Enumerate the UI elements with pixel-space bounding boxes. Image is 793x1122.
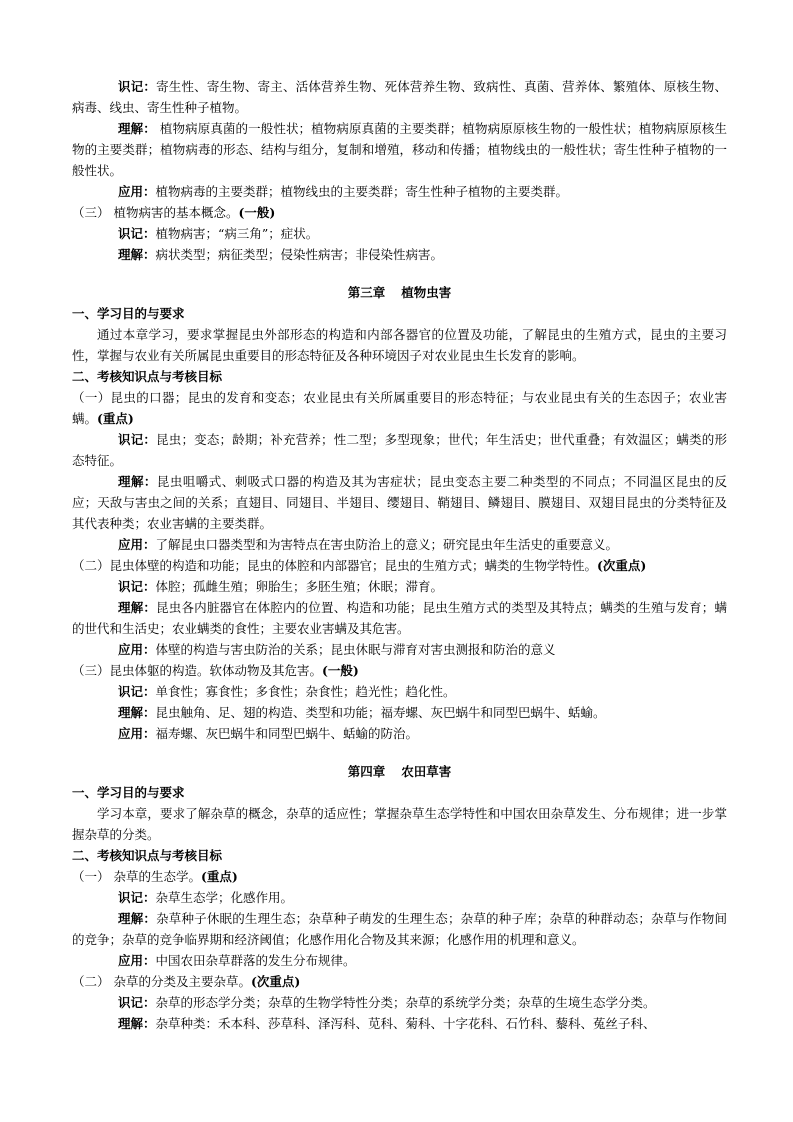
- ch3-point-2: （二）昆虫体壁的构造和功能；昆虫的体腔和内部器官；昆虫的生殖方式；螨类的生物学特性。(次重点): [72, 558, 647, 573]
- document-page: [72, 76, 727, 1034]
- ch2-s3-memorize: 识记：植物病害；“病三角”；症状。: [118, 226, 319, 241]
- ch2-memorize: [72, 76, 727, 118]
- ch3-p3-apply: 应用：福寿螺、灰巴蜗牛和同型巴蜗牛、蛞蝓的防治。: [118, 726, 419, 741]
- label-memorize: 识记：: [118, 79, 157, 94]
- chapter-3-title: 第三章 植物虫害: [347, 285, 452, 300]
- text: 寄生性、寄生物、寄主、活体营养生物、死体营养生物、致病性、真菌、营养体、繁殖体、原核生物、病毒、线虫、寄生性种子植物。: [72, 79, 727, 115]
- ch4-point-2: （二） 杂草的分类及主要杂草。(次重点): [72, 974, 301, 989]
- chapter-4-title: 第四章 农田草害: [347, 764, 452, 779]
- ch3-p3-memorize: 识记：单食性；寡食性；多食性；杂食性；趋光性；趋化性。: [118, 684, 456, 699]
- ch3-p2-understand: 理解：昆虫各内脏器官在体腔内的位置、构造和功能；昆虫生殖方式的类型及其特点；螨类的生殖与发育；螨的世代和生活史；农业螨类的食性；主要农业害螨及其危害。: [72, 600, 727, 636]
- ch4-section-goals: 一、学习目的与要求: [72, 785, 185, 800]
- ch4-p2-understand: 理解：杂草种类：禾本科、莎草科、泽泻科、苋科、菊科、十字花科、石竹科、藜科、菟丝子科、: [118, 1016, 656, 1031]
- ch3-point-3: （三）昆虫体躯的构造。软体动物及其危害。(一般): [72, 663, 359, 678]
- level-tag: (一般): [322, 663, 359, 678]
- level-tag: (次重点): [597, 558, 647, 573]
- level-tag: (一般): [238, 205, 276, 220]
- ch3-intro: 通过本章学习，要求掌握昆虫外部形态的构造和内部各器官的位置及功能，了解昆虫的生殖方式，昆虫的主要习性，掌握与农业有关所属昆虫重要目的形态特征及各种环境因子对农业昆虫生长发育的影响。: [72, 327, 727, 363]
- ch3-p1-understand: 理解：昆虫咀嚼式、刺吸式口器的构造及其为害症状；昆虫变态主要二种类型的不同点；不同温区昆虫的反应；天敌与害虫之间的关系；直翅目、同翅目、半翅目、缨翅目、鞘翅目、鳞翅目、膜翅目、双翅目昆虫的分类特征及其代表种类；农业害螨的主要类群。: [72, 474, 727, 531]
- ch4-section-exam: 二、考核知识点与考核目标: [72, 848, 223, 863]
- label-apply: 应用：: [118, 184, 156, 199]
- ch3-p2-apply: 应用：体壁的构造与害虫防治的关系；昆虫休眠与滞育对害虫测报和防治的意义: [118, 642, 556, 657]
- ch4-point-1: （一） 杂草的生态学。(重点): [72, 869, 238, 884]
- ch4-p1-understand: 理解：杂草种子休眠的生理生态；杂草种子萌发的生理生态；杂草的种子库；杂草的种群动态；杂草与作物间的竞争；杂草的竞争临界期和经济阈值；化感作用化合物及其来源；化感作用的机理和意义。: [72, 911, 727, 947]
- text: 植物病毒的主要类群；植物线虫的主要类群；寄生性种子植物的主要类群。: [155, 184, 569, 199]
- ch2-understand: [72, 118, 727, 181]
- ch3-p1-apply: 应用：了解昆虫口器类型和为害特点在害虫防治上的意义；研究昆虫年生活史的重要意义。: [118, 537, 619, 552]
- ch2-s3-understand: 理解：病状类型；病征类型；侵染性病害；非侵染性病害。: [118, 247, 444, 262]
- ch3-point-1: （一）昆虫的口器；昆虫的发育和变态；农业昆虫有关所属重要目的形态特征；与农业昆虫有关的生态因子；农业害螨。(重点): [72, 390, 727, 426]
- level-tag: (重点): [97, 411, 134, 426]
- ch2-apply: [72, 181, 727, 202]
- label-understand: 理解：: [118, 121, 156, 136]
- level-tag: (次重点): [251, 974, 301, 989]
- ch4-intro: 学习本章，要求了解杂草的概念，杂草的适应性；掌握杂草生态学特性和中国农田杂草发生、分布规律；进一步掌握杂草的分类。: [72, 806, 727, 842]
- ch4-p1-apply: 应用：中国农田杂草群落的发生分布规律。: [118, 953, 356, 968]
- ch3-section-goals: 一、学习目的与要求: [72, 306, 185, 321]
- level-tag: (重点): [201, 869, 238, 884]
- ch3-p3-understand: 理解：昆虫触角、足、翅的构造、类型和功能；福寿螺、灰巴蜗牛和同型巴蜗牛、蛞蝓。: [118, 705, 606, 720]
- ch3-p1-memorize: 识记：昆虫；变态；龄期；补充营养；性二型；多型现象；世代；年生活史；世代重叠；有效温区；螨类的形态特征。: [72, 432, 727, 468]
- ch3-p2-memorize: 识记：体腔；孤雌生殖；卵胎生；多胚生殖；休眠；滞育。: [118, 579, 444, 594]
- ch4-p2-memorize: 识记：杂草的形态学分类；杂草的生物学特性分类；杂草的系统学分类；杂草的生境生态学分类。: [118, 995, 656, 1010]
- ch2-section-3: （三） 植物病害的基本概念。(一般): [72, 205, 276, 220]
- ch4-p1-memorize: 识记：杂草生态学；化感作用。: [118, 890, 294, 905]
- ch3-section-exam: 二、考核知识点与考核目标: [72, 369, 223, 384]
- text: 植物病原真菌的一般性状；植物病原真菌的主要类群；植物病原原核生物的一般性状；植物病原原核生物的主要类群；植物病毒的形态、结构与组分，复制和增殖，移动和传播；植物线虫的一般性状；寄生性种子植物的一般性状。: [72, 121, 727, 178]
